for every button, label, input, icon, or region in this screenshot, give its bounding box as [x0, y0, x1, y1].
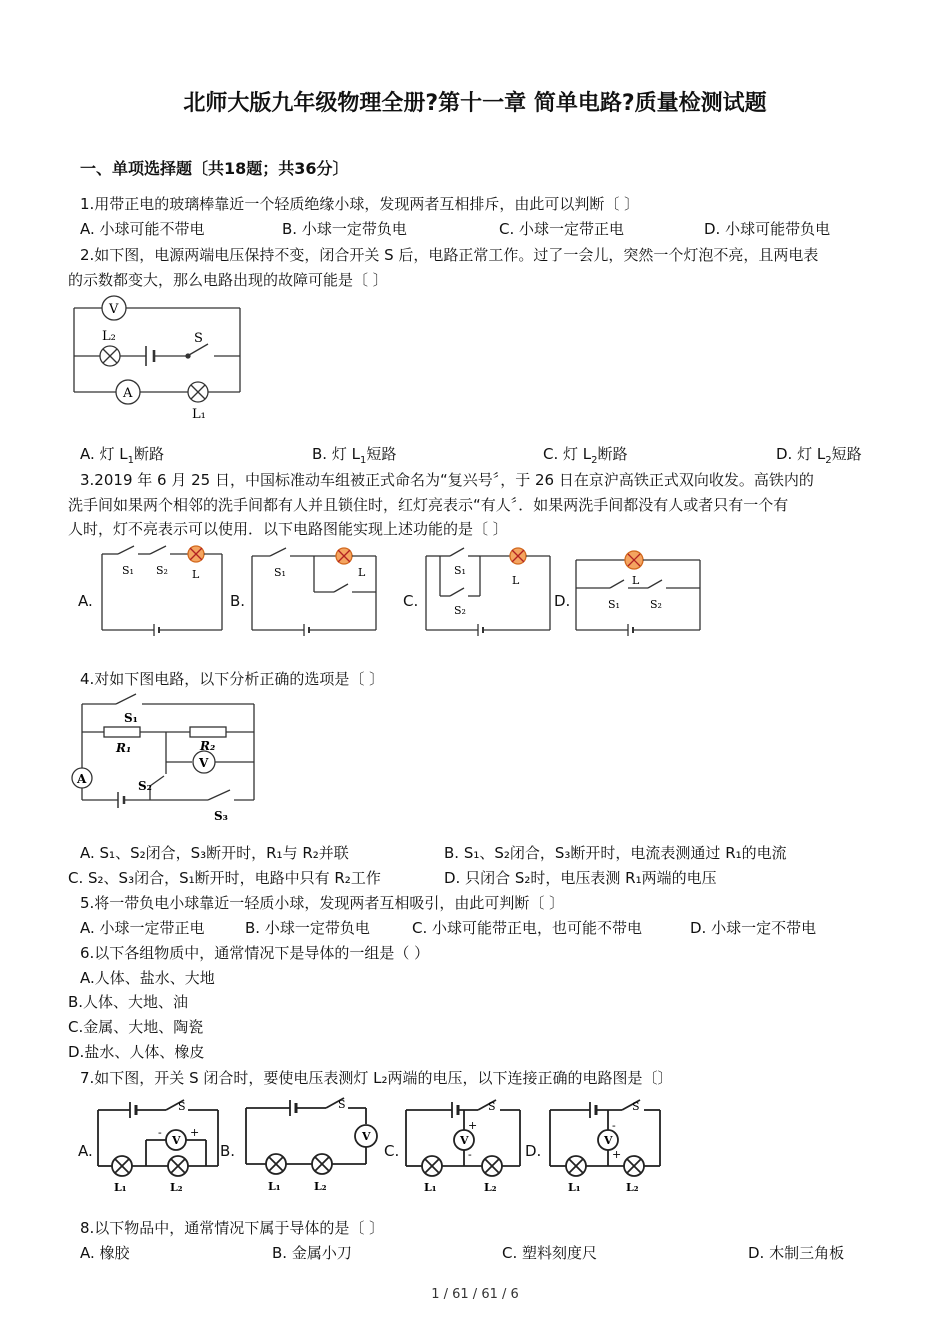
svg-text:L₂: L₂ [314, 1180, 327, 1193]
q5-option-c: C. 小球可能带正电，也可能不带电 [412, 919, 643, 937]
q7-circuit-a [94, 1096, 222, 1196]
q4-stem: 4.对如下图电路，以下分析正确的选项是〔 〕 [80, 670, 385, 688]
svg-text:V: V [604, 1134, 613, 1147]
svg-text:V: V [172, 1134, 181, 1147]
q3-circuit-c [422, 540, 556, 640]
svg-text:S₁: S₁ [454, 564, 466, 577]
q7-label-c: C. [384, 1142, 400, 1160]
svg-text:L₁: L₁ [568, 1181, 581, 1194]
svg-text:+: + [612, 1148, 622, 1161]
q1-stem: 1.用带正电的玻璃棒靠近一个轻质绝缘小球，发现两者互相排斥，由此可以判断〔 〕 [80, 195, 640, 213]
q1-option-d: D. 小球可能带负电 [704, 220, 831, 238]
q6-option-d: D.盐水、人体、橡皮 [68, 1043, 205, 1061]
q8-stem: 8.以下物品中，通常情况下属于导体的是〔 〕 [80, 1219, 385, 1237]
q7-label-a: A. [78, 1142, 93, 1160]
q5-option-a: A. 小球一定带正电 [80, 919, 205, 937]
q5-stem: 5.将一带负电小球靠近一轻质小球，发现两者互相吸引，由此可判断〔 〕 [80, 894, 565, 912]
q4-circuit-diagram [66, 690, 266, 830]
q8-option-b: B. 金属小刀 [272, 1244, 352, 1262]
svg-text:V: V [362, 1130, 371, 1143]
q7-circuit-c [402, 1096, 528, 1196]
svg-text:L₁: L₁ [114, 1181, 127, 1194]
q3-label-d: D. [554, 592, 571, 610]
svg-text:S: S [178, 1100, 186, 1113]
q3-circuit-d [572, 540, 706, 640]
svg-text:S₂: S₂ [138, 779, 152, 793]
svg-text:-: - [468, 1148, 472, 1161]
q3-circuit-b [248, 540, 382, 640]
q1-option-b: B. 小球一定带负电 [282, 220, 407, 238]
switch-s-label: S [194, 331, 203, 346]
svg-text:L: L [358, 566, 366, 579]
q4-option-a: A. S₁、S₂闭合，S₃断开时，R₁与 R₂并联 [80, 844, 349, 862]
svg-text:+: + [190, 1126, 200, 1139]
svg-text:S₂: S₂ [454, 604, 466, 617]
q2-stem-line1: 2.如下图，电源两端电压保持不变，闭合开关 S 后，电路正常工作。过了一会儿，突然一个灯泡不亮，且两电表 [80, 246, 819, 264]
q8-option-a: A. 橡胶 [80, 1244, 130, 1262]
q2-stem-line2: 的示数都变大，那么电路出现的故障可能是〔 〕 [68, 271, 388, 289]
q3-circuit-a [96, 540, 230, 640]
q8-option-d: D. 木制三角板 [748, 1244, 845, 1262]
q5-option-d: D. 小球一定不带电 [690, 919, 817, 937]
q1-option-c: C. 小球一定带正电 [499, 220, 625, 238]
q3-stem-line2: 洗手间如果两个相邻的洗手间都有人并且锁住时，红灯亮表示“有人〞．如果两洗手间都没有人或者只有一个有 [68, 496, 789, 514]
q7-circuit-d [546, 1096, 672, 1196]
q7-circuit-b [240, 1096, 384, 1196]
svg-text:L₂: L₂ [484, 1181, 497, 1194]
ammeter-label: A [123, 386, 133, 401]
svg-text:S₂: S₂ [156, 564, 168, 577]
q2-circuit-diagram [68, 292, 248, 428]
q7-label-d: D. [525, 1142, 542, 1160]
svg-text:L: L [192, 568, 200, 581]
svg-text:S: S [632, 1100, 640, 1113]
page-footer: 1 / 61 / 61 / 6 [431, 1287, 519, 1302]
section-heading: 一、单项选择题〔共18题；共36分〕 [80, 159, 349, 178]
lamp-l1-label: L₁ [192, 407, 206, 422]
resistor-r2-icon [190, 727, 226, 737]
q6-option-b: B.人体、大地、油 [68, 993, 189, 1011]
svg-text:L₁: L₁ [268, 1180, 281, 1193]
q3-label-a: A. [78, 592, 93, 610]
svg-text:L₂: L₂ [170, 1181, 183, 1194]
svg-text:-: - [612, 1119, 616, 1132]
page-title: 北师大版九年级物理全册?第十一章 简单电路?质量检测试题 [183, 91, 767, 116]
q5-option-b: B. 小球一定带负电 [245, 919, 370, 937]
q2-option-d: D. 灯 $L_2$短路 [776, 445, 862, 466]
q4-option-b: B. S₁、S₂闭合，S₃断开时，电流表测通过 R₁的电流 [444, 844, 787, 862]
q7-stem: 7.如下图，开关 S 闭合时，要使电压表测灯 L₂两端的电压，以下连接正确的电路图是〔〕 [80, 1069, 673, 1087]
svg-text:S: S [488, 1100, 496, 1113]
svg-text:S: S [338, 1098, 346, 1111]
svg-text:S₁: S₁ [608, 598, 620, 611]
svg-text:V: V [460, 1134, 469, 1147]
svg-text:A: A [77, 772, 87, 786]
q2-option-c: C. 灯 $L_2$断路 [543, 445, 628, 466]
q8-option-c: C. 塑料刻度尺 [502, 1244, 598, 1262]
q6-option-c: C.金属、大地、陶瓷 [68, 1018, 204, 1036]
svg-text:L₁: L₁ [424, 1181, 437, 1194]
svg-text:S₃: S₃ [214, 809, 228, 823]
q4-option-c: C. S₂、S₃闭合，S₁断开时，电路中只有 R₂工作 [68, 869, 381, 887]
svg-text:L: L [512, 574, 520, 587]
svg-text:L: L [632, 574, 640, 587]
q4-option-d: D. 只闭合 S₂时，电压表测 R₁两端的电压 [444, 869, 717, 887]
q6-option-a: A.人体、盐水、大地 [80, 969, 215, 987]
q2-option-b: B. 灯 $L_1$短路 [312, 445, 397, 466]
svg-text:R₁: R₁ [116, 741, 132, 755]
q7-label-b: B. [220, 1142, 236, 1160]
q6-stem: 6.以下各组物质中，通常情况下是导体的一组是（ ） [80, 944, 430, 962]
svg-text:R₂: R₂ [200, 739, 216, 753]
svg-text:S₂: S₂ [650, 598, 662, 611]
svg-text:S₁: S₁ [122, 564, 134, 577]
lamp-l2-label: L₂ [102, 329, 116, 344]
q2-option-a: A. 灯 $L_1$断路 [80, 445, 165, 466]
voltmeter-label: V [109, 302, 119, 317]
q3-stem-line3: 人时，灯不亮表示可以使用．以下电路图能实现上述功能的是〔 〕 [68, 520, 508, 538]
svg-text:S₁: S₁ [124, 711, 138, 725]
resistor-r1-icon [104, 727, 140, 737]
svg-text:L₂: L₂ [626, 1181, 639, 1194]
q3-stem-line1: 3.2019 年 6 月 25 日，中国标准动车组被正式命名为“复兴号〞，于 26 日在京沪高铁正式双向收发。高铁内的 [80, 471, 814, 489]
q3-label-c: C. [403, 592, 419, 610]
svg-text:-: - [158, 1126, 162, 1139]
q3-label-b: B. [230, 592, 246, 610]
svg-text:+: + [468, 1119, 478, 1132]
q1-option-a: A. 小球可能不带电 [80, 220, 205, 238]
svg-text:V: V [199, 756, 209, 770]
svg-text:S₁: S₁ [274, 566, 286, 579]
